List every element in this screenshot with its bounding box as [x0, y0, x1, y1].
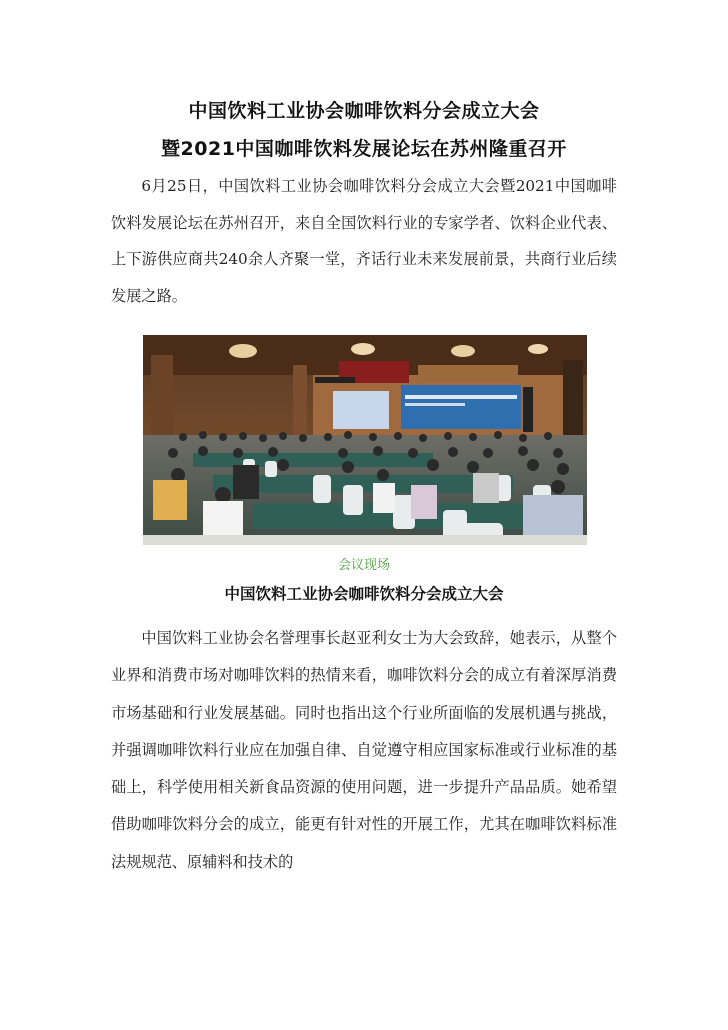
photo-caption: 会议现场	[337, 558, 390, 573]
conference-photo	[143, 335, 587, 545]
section-paragraph: 中国饮料工业协会名誉理事长赵亚利女士为大会致辞，她表示，从整个业界和消费市场对咖啡饮料的热情来看，咖啡饮料分会的成立有着深厚消费市场基础和行业发展基础。同时也指出这个行业所面临的发展机遇与挑战，并强调咖啡饮料行业应在加强自律、自觉遵守相应国家标准或行业标准的基础上，科学使用相关新食品资源的使用问题，进一步提升产品品质。她希望借助咖啡饮料分会的成立，能更有针对性的开展工作，尤其在咖啡饮料标准法规规范、原辅料和技术的	[111, 629, 617, 871]
section-heading: 中国饮料工业协会咖啡饮料分会成立大会	[224, 585, 504, 603]
article-title-line-1: 中国饮料工业协会咖啡饮料分会成立大会	[188, 100, 540, 122]
intro-paragraph: 6月25日，中国饮料工业协会咖啡饮料分会成立大会暨2021中国咖啡饮料发展论坛在苏州召开，来自全国饮料行业的专家学者、饮料企业代表、上下游供应商共240余人齐聚一堂，齐话行业未来发展前景，共商行业后续发展之路。	[111, 177, 617, 305]
article-title-line-2: 暨2021中国咖啡饮料发展论坛在苏州隆重召开	[161, 138, 567, 160]
